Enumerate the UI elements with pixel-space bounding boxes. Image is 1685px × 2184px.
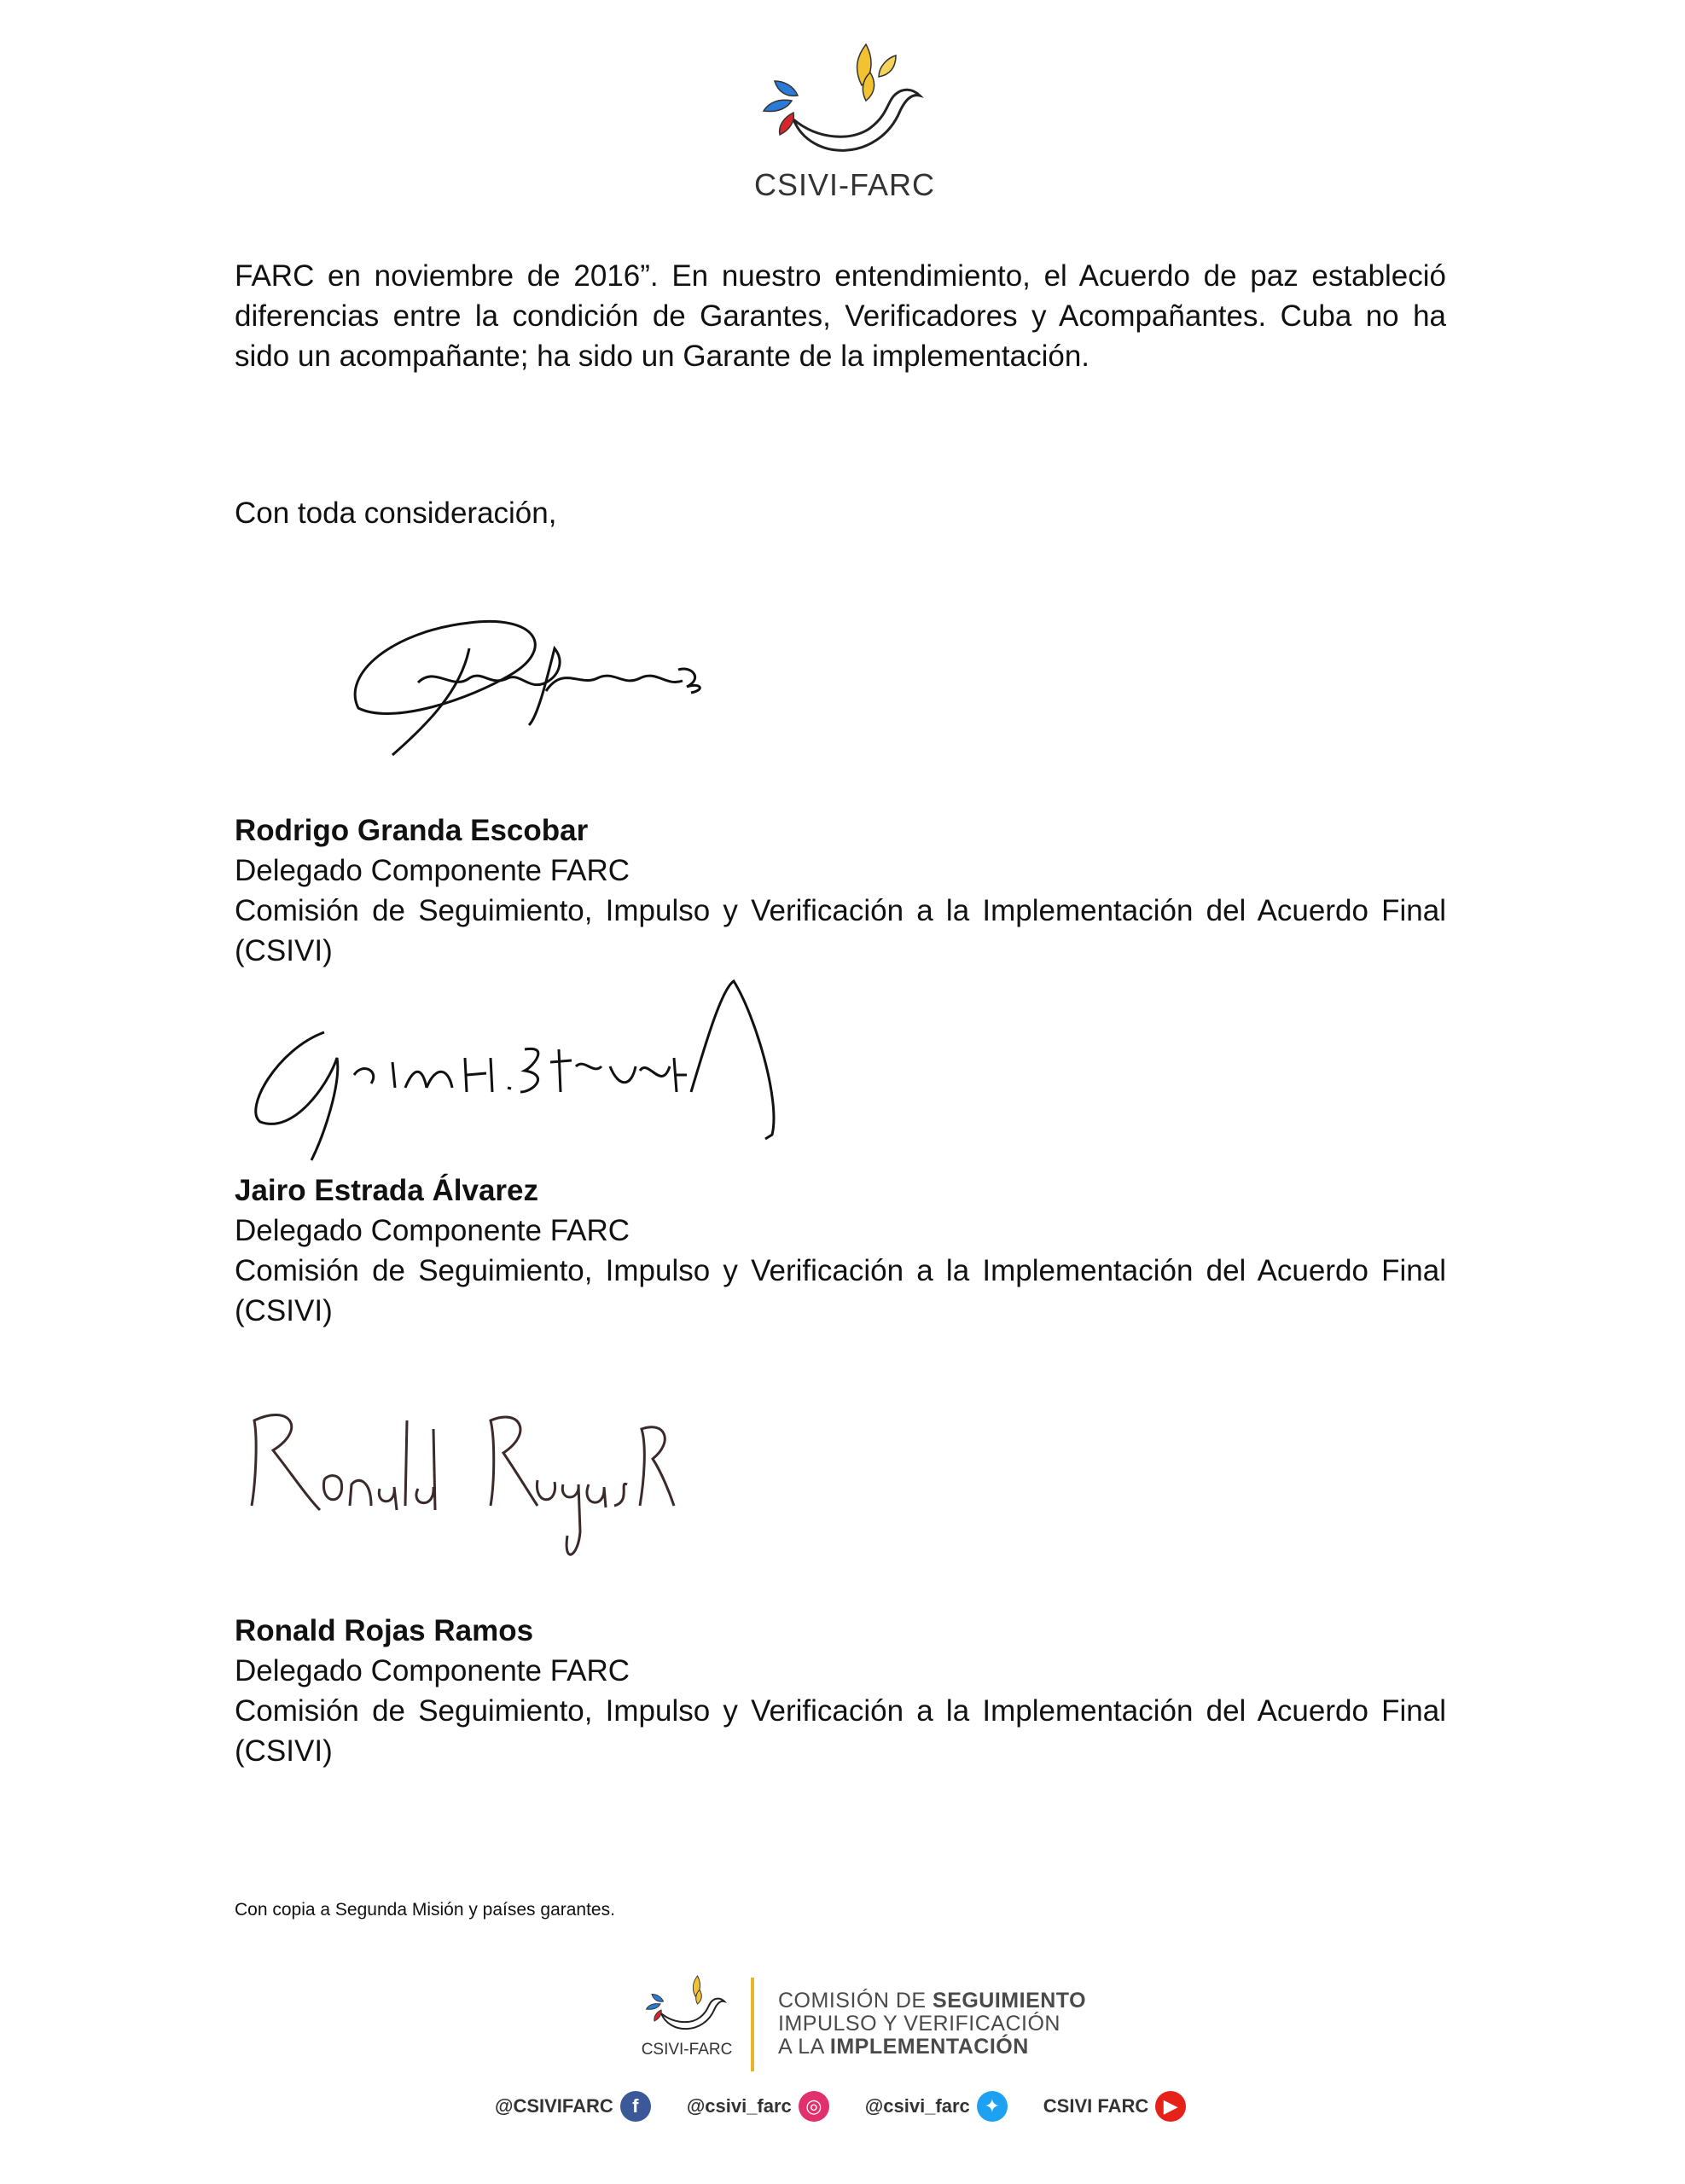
signer-role: Delegado Componente FARC [235,854,630,887]
social-links [495,2088,1222,2125]
footer-title [778,1989,1086,2059]
signer-role: Delegado Componente FARC [235,1214,630,1247]
signature-image-ronald [239,1386,700,1591]
dove-logo-icon [640,1971,734,2035]
signer-org: Comisión de Seguimiento, Impulso y Verificación a la Implementación del Acuerdo Final [235,894,1446,927]
signer-org-abbr: (CSIVI) [235,934,333,967]
footer-title-line2: IMPULSO Y VERIFICACIÓN [778,2012,1060,2036]
signer-role: Delegado Componente FARC [235,1654,630,1687]
social-facebook[interactable] [495,2091,651,2122]
social-handle[interactable]: CSIVI FARC [1043,2095,1149,2117]
social-twitter[interactable] [865,2091,1008,2122]
signer-org: Comisión de Seguimiento, Impulso y Verificación a la Implementación del Acuerdo Final [235,1254,1446,1287]
facebook-icon[interactable]: f [620,2091,651,2122]
footer-title-line3a: A LA [778,2035,830,2059]
footer-title-line1b: SEGUIMIENTO [933,1989,1087,2013]
footer-title-line3b: IMPLEMENTACIÓN [829,2035,1029,2059]
body-paragraph: FARC en noviembre de 2016”. En nuestro entendimiento, el Acuerdo de paz estableció diferencias entre la condición de Garantes, Verificadores y Acompañantes. Cuba no ha sido un acompañante; ha sido un Garante de la implementación. [235,259,1446,373]
footer-title-line1a: COMISIÓN DE [778,1989,933,2013]
signature-image-rodrigo [341,597,708,776]
signer-org-abbr: (CSIVI) [235,1294,333,1327]
signer-block-jairo [235,1170,1446,1331]
dove-logo-icon [759,34,930,162]
header-logo [751,34,938,203]
signer-name: Jairo Estrada Álvarez [235,1174,539,1207]
signer-block-rodrigo [235,810,1446,971]
closing-line: Con toda consideración, [235,497,557,530]
footer-logo [631,1971,742,2059]
instagram-icon[interactable]: ◎ [799,2091,829,2122]
signature-image-jairo [243,964,815,1169]
twitter-icon[interactable]: ✦ [977,2091,1008,2122]
social-handle[interactable]: @CSIVIFARC [495,2095,613,2117]
footer-divider [751,1978,754,2071]
social-youtube[interactable] [1043,2091,1186,2122]
signer-name: Rodrigo Granda Escobar [235,814,589,847]
youtube-icon[interactable]: ▶ [1155,2091,1186,2122]
signer-block-ronald [235,1611,1446,1771]
social-handle[interactable]: @csivi_farc [864,2095,970,2117]
signer-name: Ronald Rojas Ramos [235,1614,534,1647]
social-instagram[interactable] [687,2091,829,2122]
copy-note: Con copia a Segunda Misión y países garantes. [235,1900,615,1920]
signer-org-abbr: (CSIVI) [235,1734,333,1768]
footer-brand: CSIVI-FARC [641,2041,733,2059]
header-brand: CSIVI-FARC [753,167,936,202]
social-handle[interactable]: @csivi_farc [686,2095,792,2117]
signer-org: Comisión de Seguimiento, Impulso y Verificación a la Implementación del Acuerdo Final [235,1694,1446,1728]
